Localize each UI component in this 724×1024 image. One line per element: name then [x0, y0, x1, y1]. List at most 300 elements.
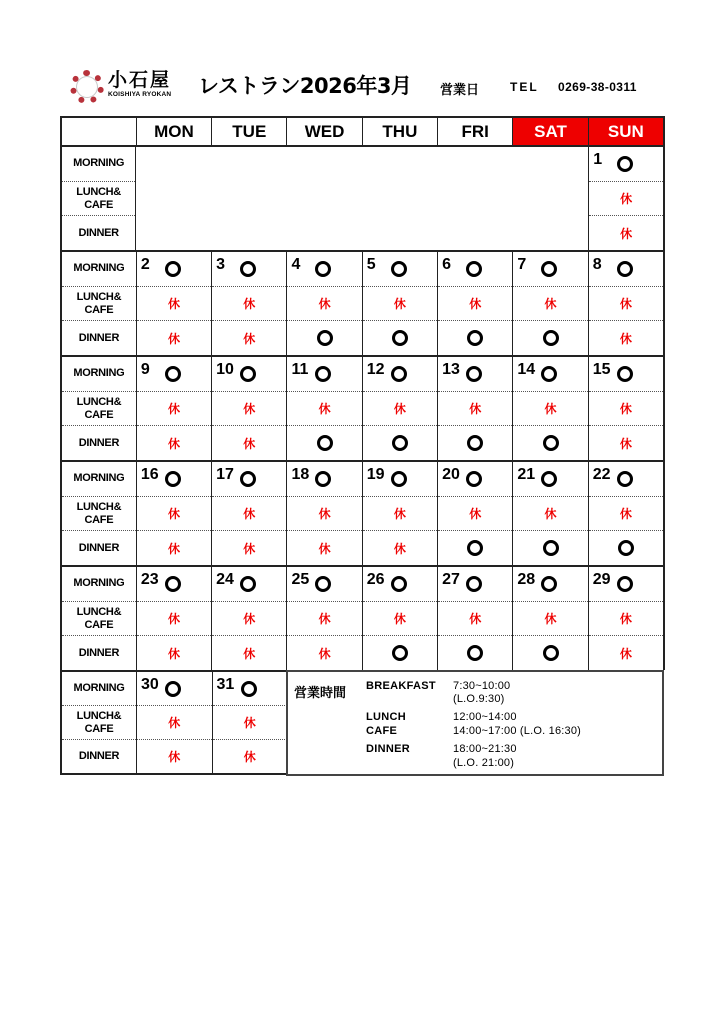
day-cell-10: [211, 357, 286, 460]
tel-number: 0269-38-0311: [558, 80, 637, 94]
closed-kyu-icon: 休: [544, 612, 557, 626]
slot-morning: [287, 462, 361, 496]
slot-dinner: [363, 320, 437, 355]
closed-kyu-icon: 休: [619, 402, 632, 416]
slot-dinner: [438, 320, 512, 355]
open-circle-icon: [240, 471, 256, 487]
slot-morning: [137, 252, 211, 286]
slot-label-morning: MORNING: [73, 682, 125, 694]
slot-morning: [589, 252, 663, 286]
day-cell-22: [588, 462, 663, 565]
meal-name: BREAKFAST: [366, 680, 436, 692]
date-number: 3: [216, 255, 226, 273]
closed-kyu-icon: 休: [318, 507, 331, 521]
open-circle-icon: [543, 435, 559, 451]
slot-dinner: [287, 635, 361, 670]
slot-label-lunch-cafe: LUNCH& CAFE: [62, 705, 136, 739]
closed-kyu-icon: 休: [243, 297, 256, 311]
date-number: 20: [442, 465, 460, 483]
header-corner: [62, 118, 136, 145]
closed-kyu-icon: 休: [544, 507, 557, 521]
open-circle-icon: [315, 261, 331, 277]
slot-lunch-cafe: [438, 496, 512, 531]
slot-lunch-cafe: [212, 496, 286, 531]
date-number: 11: [291, 360, 309, 378]
day-cell-24: [211, 567, 286, 670]
open-circle-icon: [466, 576, 482, 592]
slot-morning: [438, 462, 512, 496]
day-cell-11: [286, 357, 361, 460]
open-circle-icon: [315, 576, 331, 592]
closed-kyu-icon: 休: [168, 750, 181, 764]
weekday-header-tue: TUE: [211, 118, 286, 145]
day-cell-23: [136, 567, 211, 670]
date-number: 8: [592, 255, 602, 273]
closed-kyu-icon: 休: [469, 402, 482, 416]
empty-days: [135, 147, 588, 250]
day-cell-8: [588, 252, 663, 355]
slot-morning: [213, 672, 288, 705]
day-cell-17: [211, 462, 286, 565]
slot-morning: [589, 357, 663, 391]
open-circle-icon: [391, 366, 407, 382]
slot-morning: [363, 567, 437, 601]
date-number: 12: [366, 360, 385, 378]
meal-time: 7:30~10:00: [453, 680, 511, 692]
day-cell-14: [512, 357, 587, 460]
day-cell-29: [588, 567, 663, 670]
open-circle-icon: [315, 366, 331, 382]
day-cell-26: [362, 567, 437, 670]
open-circle-icon: [317, 330, 333, 346]
slot-lunch-cafe: [363, 601, 437, 636]
open-circle-icon: [165, 261, 181, 277]
closed-kyu-icon: 休: [318, 646, 331, 661]
slot-labels: [62, 567, 136, 670]
date-number: 29: [592, 570, 611, 588]
slot-morning: [287, 567, 361, 601]
slot-morning: [287, 252, 361, 286]
date-number: 4: [291, 255, 301, 273]
slot-lunch-cafe: [213, 705, 288, 739]
slot-label-dinner: DINNER: [62, 739, 136, 773]
weekday-header-sat: SAT: [512, 118, 587, 145]
open-circle-icon: [391, 261, 407, 277]
slot-label-lunch-cafe: LUNCH& CAFE: [62, 391, 136, 426]
slot-morning: [589, 462, 663, 496]
slot-dinner: [213, 739, 288, 773]
slot-lunch-cafe: [287, 391, 361, 426]
open-circle-icon: [467, 435, 483, 451]
open-circle-icon: [543, 330, 559, 346]
slot-dinner: [438, 425, 512, 460]
day-cell-28: [512, 567, 587, 670]
slot-morning: [212, 462, 286, 496]
date-number: 25: [291, 570, 310, 588]
business-hours-title: 営業時間: [294, 686, 347, 701]
closed-kyu-icon: 休: [243, 436, 256, 451]
slot-dinner: [589, 530, 663, 565]
day-cell-27: [437, 567, 512, 670]
closed-kyu-icon: 休: [619, 646, 632, 661]
date-number: 16: [140, 465, 159, 483]
date-number: 6: [442, 255, 451, 273]
day-cell-1: [588, 147, 663, 250]
date-number: 13: [442, 360, 460, 378]
slot-dinner: [137, 530, 211, 565]
meal-time: (L.O. 21:00): [453, 757, 515, 769]
week-row: [60, 250, 665, 355]
slot-lunch-cafe: [589, 391, 663, 426]
slot-lunch-cafe: [363, 391, 437, 426]
closed-kyu-icon: 休: [318, 612, 331, 626]
closed-kyu-icon: 休: [393, 507, 406, 521]
slot-lunch-cafe: [513, 391, 587, 426]
slot-lunch-cafe: [137, 601, 211, 636]
day-cell-16: [136, 462, 211, 565]
slot-label-morning: MORNING: [73, 577, 125, 590]
day-cell-3: [211, 252, 286, 355]
closed-kyu-icon: 休: [243, 507, 256, 521]
open-circle-icon: [241, 681, 257, 697]
weekday-header-row: [60, 116, 665, 145]
open-circle-icon: [240, 261, 256, 277]
meal-time: 14:00~17:00 (L.O. 16:30): [453, 725, 582, 737]
date-number: 7: [517, 255, 527, 273]
closed-kyu-icon: 休: [168, 716, 181, 730]
slot-dinner: [363, 635, 437, 670]
slot-dinner: [438, 530, 512, 565]
slot-label-morning: MORNING: [73, 472, 125, 485]
slot-label-morning: MORNING: [73, 367, 125, 380]
slot-lunch-cafe: [212, 391, 286, 426]
open-circle-icon: [543, 645, 559, 661]
slot-morning: [363, 462, 437, 496]
closed-kyu-icon: 休: [544, 297, 557, 311]
open-circle-icon: [543, 540, 559, 556]
open-circle-icon: [466, 366, 482, 382]
slot-dinner: [287, 425, 361, 460]
slot-dinner: [137, 635, 211, 670]
closed-kyu-icon: 休: [469, 612, 482, 626]
closed-kyu-icon: 休: [243, 716, 256, 730]
slot-label-lunch-cafe: LUNCH& CAFE: [62, 181, 135, 216]
open-circle-icon: [392, 435, 408, 451]
week-row: [60, 145, 665, 250]
slot-lunch-cafe: [513, 601, 587, 636]
closed-kyu-icon: 休: [167, 541, 180, 556]
slot-lunch-cafe: [287, 601, 361, 636]
slot-morning: [363, 252, 437, 286]
open-circle-icon: [240, 576, 256, 592]
date-number: 23: [140, 570, 159, 588]
open-circle-icon: [317, 435, 333, 451]
meal-name: CAFE: [366, 725, 398, 737]
slot-label-dinner: DINNER: [62, 320, 136, 355]
slot-labels: [62, 357, 136, 460]
slot-morning: [438, 357, 512, 391]
slot-lunch-cafe: [212, 286, 286, 321]
slot-label-lunch-cafe: LUNCH& CAFE: [62, 601, 136, 636]
slot-morning: [513, 567, 587, 601]
open-circle-icon: [618, 540, 634, 556]
closed-kyu-icon: 休: [167, 331, 180, 346]
date-number: 5: [366, 255, 376, 273]
day-cell-20: [437, 462, 512, 565]
slot-label-dinner: DINNER: [62, 215, 135, 250]
date-number: 1: [593, 150, 603, 168]
day-cell-31: [212, 672, 288, 773]
date-number: 31: [216, 675, 235, 693]
open-circle-icon: [467, 540, 483, 556]
open-circle-icon: [240, 366, 256, 382]
slot-lunch-cafe: [363, 496, 437, 531]
meal-time: 18:00~21:30: [453, 743, 517, 755]
closed-kyu-icon: 休: [167, 612, 180, 626]
slot-dinner: [287, 320, 361, 355]
date-number: 27: [442, 570, 460, 588]
day-cell-13: [437, 357, 512, 460]
slot-morning: [212, 567, 286, 601]
slot-lunch-cafe: [137, 705, 212, 739]
slot-label-morning: MORNING: [73, 157, 125, 170]
slot-label-dinner: DINNER: [62, 635, 136, 670]
page-title: レストラン2026年3月: [198, 74, 412, 98]
slot-dinner: [513, 635, 587, 670]
slot-lunch-cafe: [212, 601, 286, 636]
slot-morning: [589, 147, 663, 181]
slot-lunch-cafe: [287, 286, 361, 321]
closed-kyu-icon: 休: [318, 541, 331, 556]
open-circle-icon: [391, 576, 407, 592]
slot-morning: [363, 357, 437, 391]
closed-kyu-icon: 休: [393, 612, 406, 626]
open-circle-icon: [392, 645, 408, 661]
slot-dinner: [363, 425, 437, 460]
slot-morning: [589, 567, 663, 601]
slot-morning: [513, 462, 587, 496]
slot-label-lunch-cafe: LUNCH& CAFE: [62, 496, 136, 531]
closed-kyu-icon: 休: [167, 646, 180, 661]
closed-kyu-icon: 休: [243, 402, 256, 416]
closed-kyu-icon: 休: [167, 402, 180, 416]
slot-dinner: [212, 635, 286, 670]
slot-lunch-cafe: [137, 496, 211, 531]
closed-kyu-icon: 休: [167, 436, 180, 451]
open-circle-icon: [617, 366, 633, 382]
slot-dinner: [589, 215, 663, 250]
slot-morning: [212, 357, 286, 391]
date-number: 18: [291, 465, 310, 483]
date-number: 2: [140, 255, 150, 273]
closed-kyu-icon: 休: [318, 297, 331, 311]
slot-labels: [62, 252, 136, 355]
date-number: 26: [366, 570, 385, 588]
open-circle-icon: [541, 366, 557, 382]
slot-lunch-cafe: [438, 286, 512, 321]
slot-lunch-cafe: [513, 286, 587, 321]
open-circle-icon: [617, 471, 633, 487]
business-hours-box: [286, 670, 664, 776]
closed-kyu-icon: 休: [243, 612, 256, 626]
open-circle-icon: [541, 471, 557, 487]
closed-kyu-icon: 休: [393, 297, 406, 311]
closed-kyu-icon: 休: [544, 402, 557, 416]
date-number: 22: [592, 465, 611, 483]
open-circle-icon: [617, 261, 633, 277]
day-cell-4: [286, 252, 361, 355]
date-number: 28: [517, 570, 536, 588]
date-number: 17: [216, 465, 234, 483]
slot-morning: [137, 672, 212, 705]
slot-label-lunch-cafe: LUNCH& CAFE: [62, 286, 136, 321]
open-circle-icon: [392, 330, 408, 346]
slot-lunch-cafe: [438, 391, 512, 426]
open-circle-icon: [315, 471, 331, 487]
slot-label-dinner: DINNER: [62, 530, 136, 565]
closed-kyu-icon: 休: [167, 297, 180, 311]
open-circle-icon: [165, 681, 181, 697]
open-circle-icon: [467, 645, 483, 661]
meal-name: DINNER: [366, 743, 410, 755]
slot-labels: [62, 147, 135, 250]
open-circle-icon: [165, 471, 181, 487]
open-circle-icon: [466, 261, 482, 277]
day-cell-25: [286, 567, 361, 670]
slot-labels: [62, 462, 136, 565]
open-circle-icon: [541, 261, 557, 277]
slot-dinner: [137, 739, 212, 773]
slot-dinner: [287, 530, 361, 565]
closed-kyu-icon: 休: [620, 226, 633, 241]
slot-dinner: [363, 530, 437, 565]
slot-dinner: [438, 635, 512, 670]
logo-icon: [70, 70, 104, 104]
day-cell-9: [136, 357, 211, 460]
closed-kyu-icon: 休: [393, 541, 406, 556]
open-circle-icon: [165, 366, 181, 382]
day-cell-7: [512, 252, 587, 355]
day-cell-6: [437, 252, 512, 355]
slot-lunch-cafe: [137, 391, 211, 426]
closed-kyu-icon: 休: [619, 331, 632, 346]
date-number: 24: [216, 570, 234, 588]
slot-label-dinner: DINNER: [62, 425, 136, 460]
slot-label-morning: MORNING: [73, 262, 125, 275]
slot-lunch-cafe: [513, 496, 587, 531]
closed-kyu-icon: 休: [167, 507, 180, 521]
slot-morning: [137, 567, 211, 601]
week-row: [60, 565, 665, 670]
week-row: [60, 670, 289, 775]
date-number: 9: [140, 360, 150, 378]
slot-dinner: [137, 320, 211, 355]
weekday-header-sun: SUN: [588, 118, 663, 145]
slot-lunch-cafe: [589, 181, 663, 216]
day-cell-15: [588, 357, 663, 460]
day-cell-21: [512, 462, 587, 565]
day-cell-5: [362, 252, 437, 355]
slot-lunch-cafe: [589, 286, 663, 321]
slot-lunch-cafe: [287, 496, 361, 531]
day-cell-2: [136, 252, 211, 355]
slot-dinner: [212, 425, 286, 460]
closed-kyu-icon: 休: [469, 297, 482, 311]
closed-kyu-icon: 休: [243, 541, 256, 556]
slot-labels: [62, 672, 136, 773]
slot-morning: [513, 252, 587, 286]
brand-name-en: KOISHIYA RYOKAN: [108, 91, 172, 98]
day-cell-30: [136, 672, 212, 773]
slot-dinner: [589, 320, 663, 355]
closed-kyu-icon: 休: [469, 507, 482, 521]
slot-dinner: [589, 425, 663, 460]
meal-time: (L.O.9:30): [453, 693, 505, 705]
slot-dinner: [212, 320, 286, 355]
slot-lunch-cafe: [137, 286, 211, 321]
date-number: 10: [216, 360, 234, 378]
meal-name: LUNCH: [366, 711, 406, 723]
closed-kyu-icon: 休: [243, 646, 256, 661]
day-cell-19: [362, 462, 437, 565]
closed-kyu-icon: 休: [243, 331, 256, 346]
closed-kyu-icon: 休: [243, 750, 256, 764]
open-circle-icon: [165, 576, 181, 592]
date-number: 19: [366, 465, 385, 483]
day-cell-12: [362, 357, 437, 460]
slot-dinner: [212, 530, 286, 565]
slot-lunch-cafe: [363, 286, 437, 321]
closed-kyu-icon: 休: [619, 436, 632, 451]
slot-dinner: [589, 635, 663, 670]
slot-morning: [137, 357, 211, 391]
slot-dinner: [513, 320, 587, 355]
slot-morning: [212, 252, 286, 286]
tel-label: TEL: [510, 80, 539, 94]
weekday-header-thu: THU: [362, 118, 437, 145]
slot-morning: [513, 357, 587, 391]
brand: [108, 68, 198, 98]
weekday-header-mon: MON: [136, 118, 211, 145]
open-circle-icon: [391, 471, 407, 487]
slot-morning: [438, 252, 512, 286]
slot-morning: [287, 357, 361, 391]
day-cell-18: [286, 462, 361, 565]
date-number: 21: [517, 465, 536, 483]
slot-morning: [438, 567, 512, 601]
open-circle-icon: [617, 576, 633, 592]
open-circle-icon: [541, 576, 557, 592]
date-number: 30: [141, 675, 159, 693]
week-row: [60, 460, 665, 565]
weekday-header-fri: FRI: [437, 118, 512, 145]
closed-kyu-icon: 休: [619, 297, 632, 311]
date-number: 15: [592, 360, 611, 378]
slot-lunch-cafe: [589, 601, 663, 636]
slot-lunch-cafe: [589, 496, 663, 531]
page-subtitle: 営業日: [440, 83, 480, 98]
weekday-header-wed: WED: [286, 118, 361, 145]
slot-lunch-cafe: [438, 601, 512, 636]
slot-dinner: [513, 425, 587, 460]
slot-morning: [137, 462, 211, 496]
closed-kyu-icon: 休: [620, 192, 633, 206]
date-number: 14: [517, 360, 536, 378]
open-circle-icon: [617, 156, 633, 172]
brand-name-jp: 小石屋: [108, 69, 172, 91]
page-header: [68, 68, 668, 110]
slot-dinner: [137, 425, 211, 460]
